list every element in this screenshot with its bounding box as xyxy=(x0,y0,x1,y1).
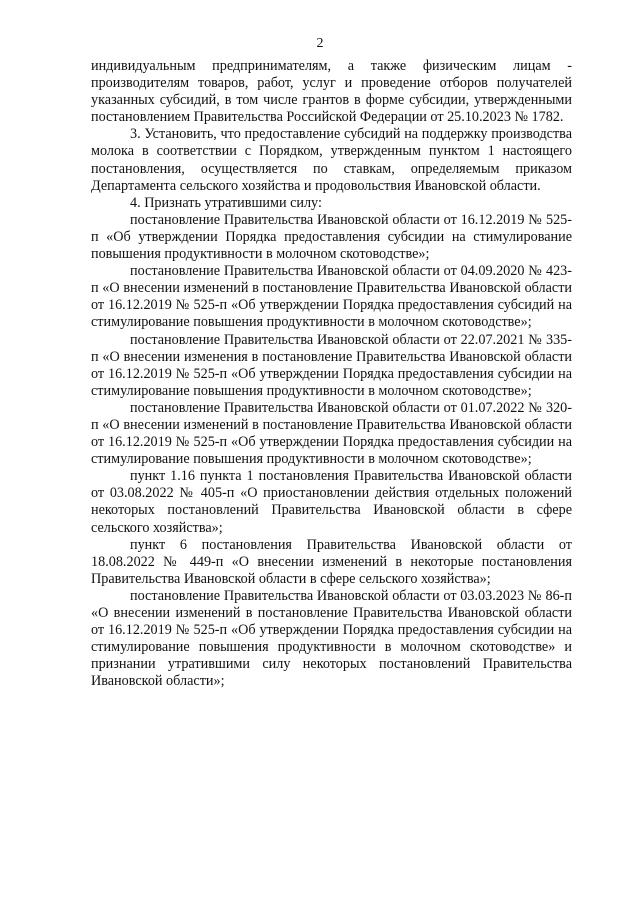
paragraph-item-3: 3. Установить, что предоставление субсидий на поддержку производства молока в соответствии с Порядком, утвержденным пунктом 1 настоящего постановления, осуществляется по ставкам, определяемым приказом Департамента сельского хозяйства и продовольствия Ивановской области. xyxy=(91,126,572,194)
repealed-act-6: пункт 6 постановления Правительства Ивановской области от 18.08.2022 № 449-п «О внесении изменений в некоторые постановления Правительства Ивановской области в сфере сельского хозяйства»; xyxy=(91,536,572,587)
repealed-act-4: постановление Правительства Ивановской области от 01.07.2022 № 320-п «О внесении изменений в постановление Правительства Ивановской области от 16.12.2019 № 525-п «Об утверждении Порядка предоставления субсидии на стимулирование повышения продуктивности в молочном скотоводстве»; xyxy=(91,399,572,468)
paragraph-continuation: индивидуальным предпринимателям, а также физическим лицам - производителям товаров, работ, услуг и проведение отборов получателей указанных субсидий, в том числе грантов в форме субсидии, утвержденными постановлением Правительства Российской Федерации от 25.10.2023 № 1782. xyxy=(91,58,572,126)
paragraph-item-4: 4. Признать утратившими силу: xyxy=(130,194,322,211)
repealed-act-1: постановление Правительства Ивановской области от 16.12.2019 № 525-п «Об утверждении Порядка предоставления субсидии на стимулирование повышения продуктивности в молочном скотоводстве»; xyxy=(91,211,572,263)
page-number: 2 xyxy=(316,36,324,51)
repealed-act-7: постановление Правительства Ивановской области от 03.03.2023 № 86-п «О внесении изменений в постановление Правительства Ивановской области от 16.12.2019 № 525-п «Об утверждении Порядка предоставления субсидии на стимулирование повышения продуктивности в молочном скотоводстве» и признании утратившими силу некоторых постановлений Правительства Ивановской области»; xyxy=(91,587,572,690)
repealed-act-3: постановление Правительства Ивановской области от 22.07.2021 № 335-п «О внесении изменения в постановление Правительства Ивановской области от 16.12.2019 № 525-п «Об утверждении Порядка предоставления субсидии на стимулирование повышения продуктивности в молочном скотоводстве»; xyxy=(91,331,572,399)
repealed-act-2: постановление Правительства Ивановской области от 04.09.2020 № 423-п «О внесении изменений в постановление Правительства Ивановской области от 16.12.2019 № 525-п «Об утверждении Порядка предоставления субсидий на стимулирование повышения продуктивности в молочном скотоводстве»; xyxy=(91,263,572,331)
repealed-act-5: пункт 1.16 пункта 1 постановления Правительства Ивановской области от 03.08.2022 № 405-п «О приостановлении действия отдельных положений некоторых постановлений Правительства Ивановской области в сфере сельского хозяйства»; xyxy=(91,468,572,536)
document-body xyxy=(91,58,572,690)
